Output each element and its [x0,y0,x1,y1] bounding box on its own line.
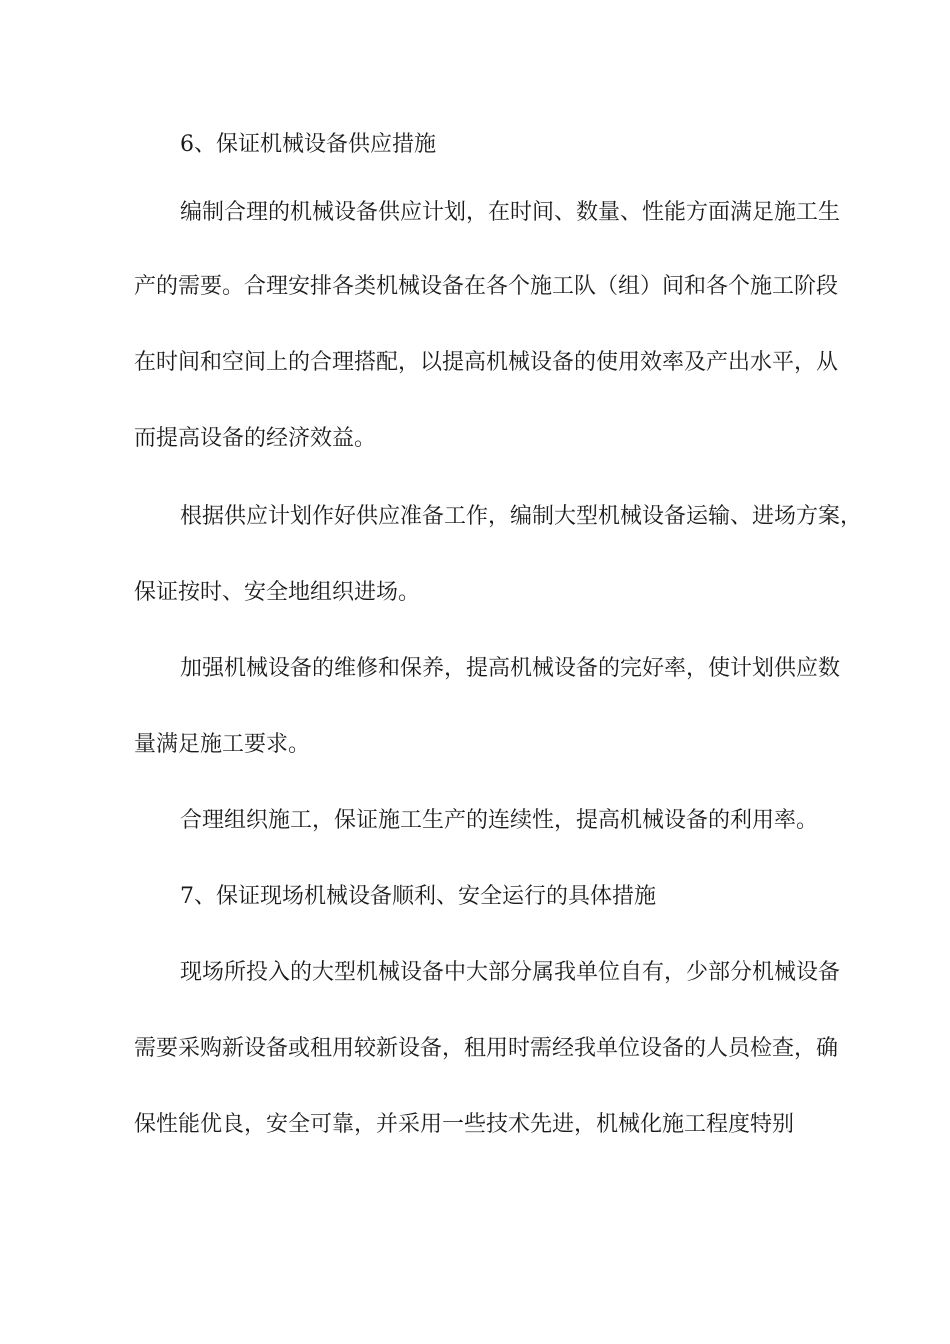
paragraph-line: 产的需要。合理安排各类机械设备在各个施工队（组）间和各个施工阶段 [134,274,839,299]
paragraph-line: 需要采购新设备或租用较新设备，租用时需经我单位设备的人员检查，确 [134,1036,839,1061]
paragraph-line: 根据供应计划作好供应准备工作，编制大型机械设备运输、进场方案， [180,504,863,529]
section-heading-6: 6、保证机械设备供应措施 [180,132,436,157]
paragraph-line: 量满足施工要求。 [134,732,311,757]
paragraph-line: 而提高设备的经济效益。 [134,426,377,451]
paragraph-line: 保证按时、安全地组织进场。 [134,580,421,605]
paragraph-line: 保性能优良，安全可靠，并采用一些技术先进，机械化施工程度特别 [134,1112,795,1137]
section-heading-7: 7、保证现场机械设备顺利、安全运行的具体措施 [180,884,656,909]
paragraph-line: 加强机械设备的维修和保养，提高机械设备的完好率，使计划供应数 [180,656,841,681]
paragraph-line: 在时间和空间上的合理搭配，以提高机械设备的使用效率及产出水平，从 [134,350,839,375]
paragraph-line: 合理组织施工，保证施工生产的连续性，提高机械设备的利用率。 [180,808,819,833]
paragraph-line: 编制合理的机械设备供应计划，在时间、数量、性能方面满足施工生 [180,200,841,225]
paragraph-line: 现场所投入的大型机械设备中大部分属我单位自有，少部分机械设备 [180,960,841,985]
